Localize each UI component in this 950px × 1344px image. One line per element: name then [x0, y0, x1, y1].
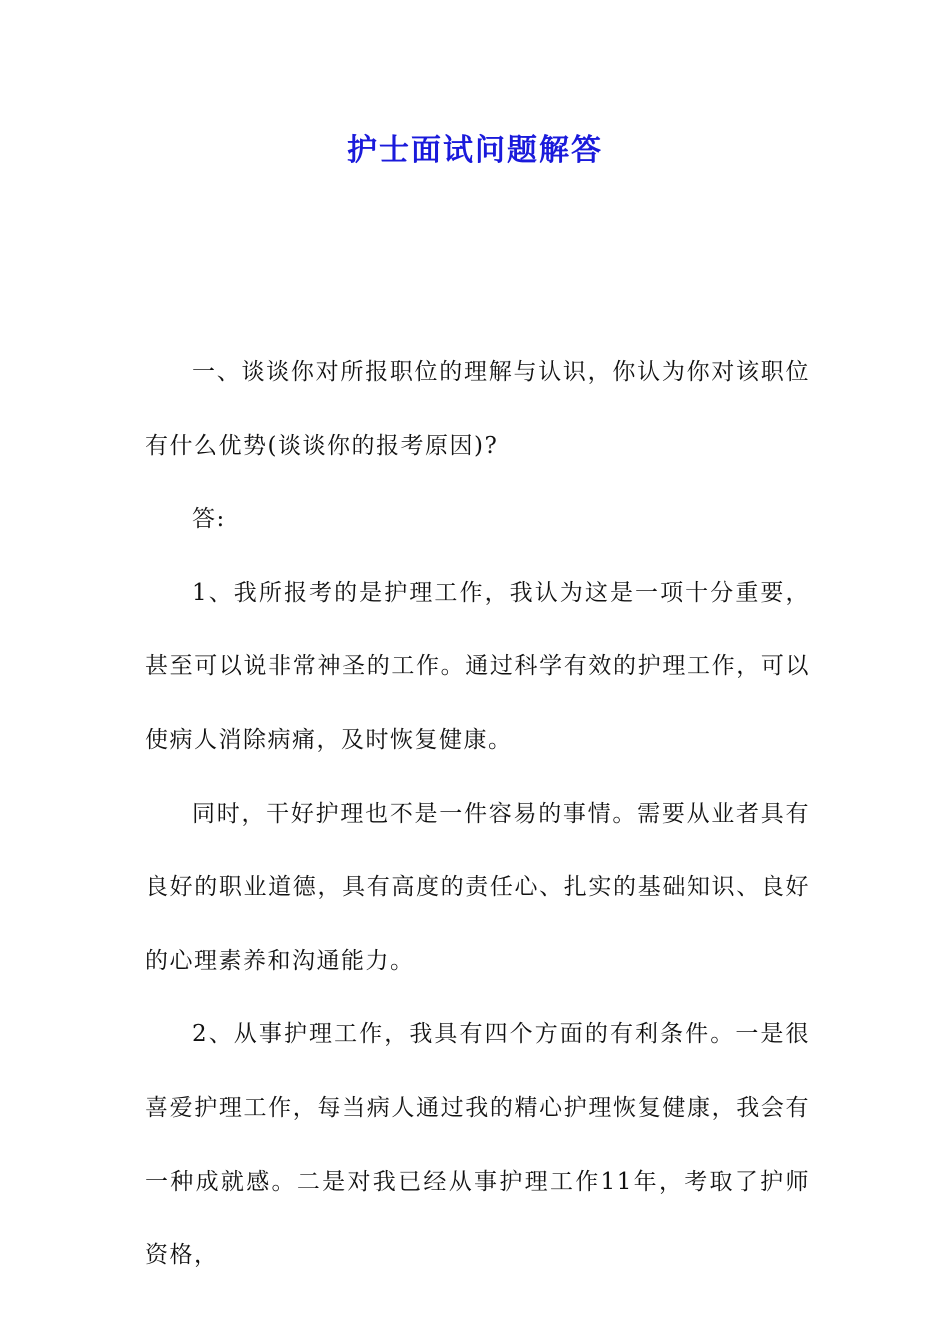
document-title: 护士面试问题解答 [347, 133, 603, 168]
answer-paragraph-1: 1、我所报考的是护理工作，我认为这是一项十分重要，甚至可以说非常神圣的工作。通过科学有效的护理工作，可以使病人消除病痛，及时恢复健康。 [145, 579, 810, 753]
question-paragraph: 一、谈谈你对所报职位的理解与认识，你认为你对该职位有什么优势(谈谈你的报考原因)? [145, 359, 810, 459]
answer-paragraph-3: 2、从事护理工作，我具有四个方面的有利条件。一是很喜爱护理工作，每当病人通过我的精心护理恢复健康，我会有一种成就感。二是对我已经从事护理工作11年，考取了护师资格， [145, 1021, 810, 1269]
answer-label: 答: [192, 506, 226, 533]
answer-paragraph-2: 同时，干好护理也不是一件容易的事情。需要从业者具有良好的职业道德，具有高度的责任心、扎实的基础知识、良好的心理素养和沟通能力。 [145, 800, 810, 974]
document-body [145, 336, 810, 1293]
